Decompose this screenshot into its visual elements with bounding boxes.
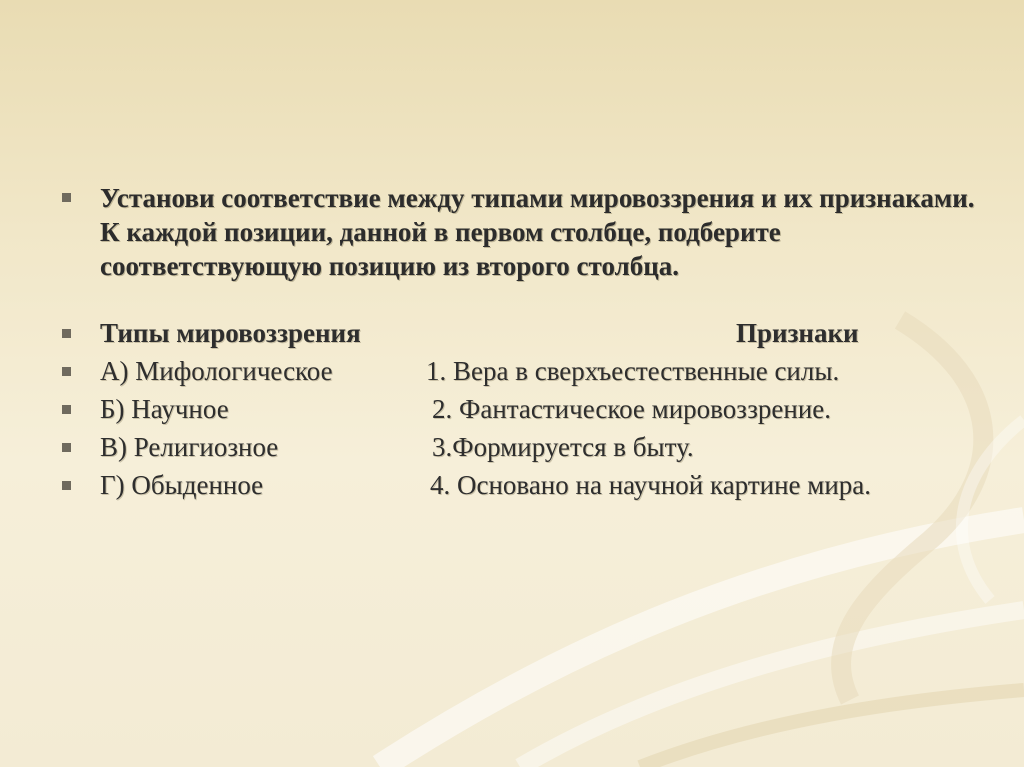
list-item [0,351,1024,391]
worldview-feature: 4. Основано на научной картине мира. [430,470,872,500]
bullet-icon [62,443,71,452]
worldview-type: А) Мифологическое [100,356,333,386]
bullet-icon [62,405,71,414]
worldview-feature: 2. Фантастическое мировоззрение. [432,394,832,424]
column-header-types: Типы мировоззрения [100,318,361,348]
bullet-icon [62,481,71,490]
list-item [0,427,1024,467]
list-item [0,465,1024,505]
bullet-icon [62,193,71,202]
worldview-feature: 3.Формируется в быту. [432,432,694,462]
worldview-type: В) Религиозное [100,432,279,462]
bullet-icon [62,329,71,338]
column-header-features: Признаки [736,318,859,348]
worldview-type: Б) Научное [100,394,229,424]
task-instruction: Установи соответствие между типами мировоззрения и их признаками. К каждой позиции, данной в первом столбце, подберите соответствующую позицию из второго столбца. [100,183,975,281]
table-header-row [0,313,1024,353]
worldview-feature: 1. Вера в сверхъестественные силы. [426,356,840,386]
worldview-type: Г) Обыденное [100,470,264,500]
bullet-icon [62,367,71,376]
list-item [0,389,1024,429]
